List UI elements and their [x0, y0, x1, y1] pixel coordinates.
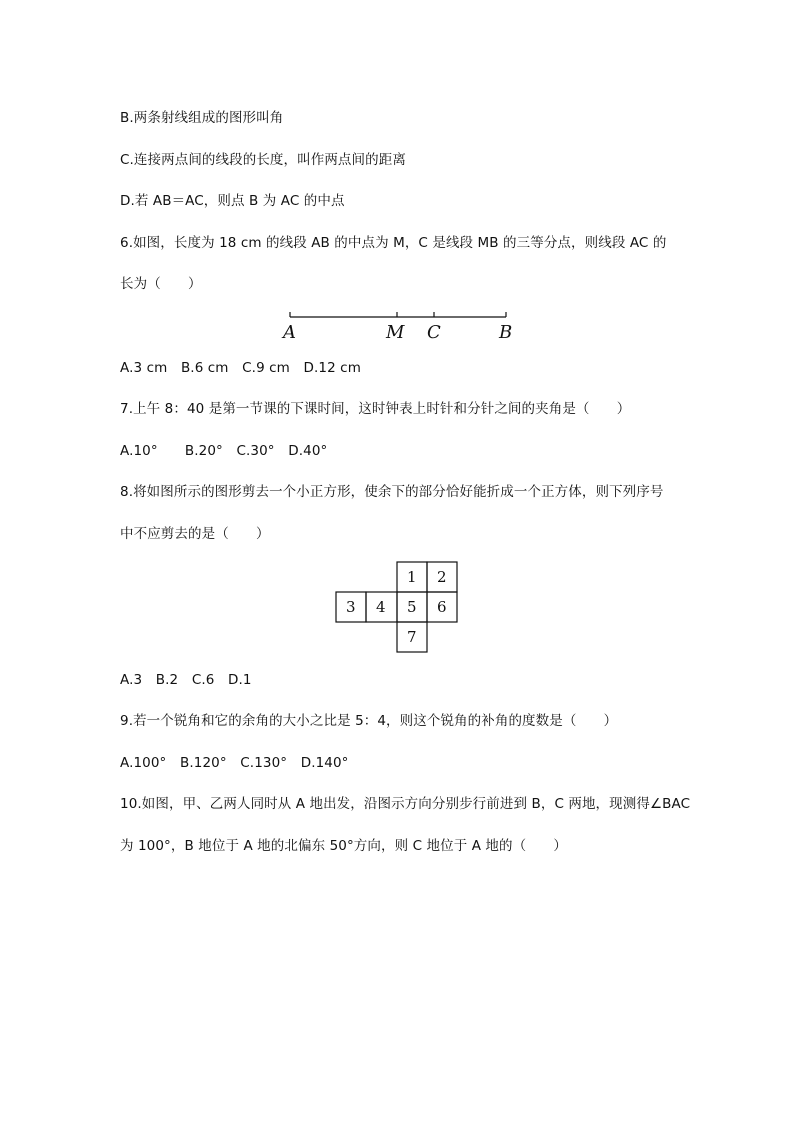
question-8-options: A.3 B.2 C.6 D.1 — [120, 672, 252, 688]
question-8-text-line1: 8.将如图所示的图形剪去一个小正方形，使余下的部分恰好能折成一个正方体，则下列序号 — [120, 484, 664, 500]
cell-7-label: 7 — [407, 628, 417, 646]
label-m: M — [386, 322, 405, 343]
cell-3-label: 3 — [346, 598, 356, 616]
cell-6-label: 6 — [437, 598, 447, 616]
cube-net-figure — [330, 557, 465, 657]
question-6-options: A.3 cm B.6 cm C.9 cm D.12 cm — [120, 360, 361, 376]
question-10-text-line1: 10.如图，甲、乙两人同时从 A 地出发，沿图示方向分别步行前进到 B，C 两地，现测得∠BAC — [120, 796, 691, 812]
question-6-text-line1: 6.如图，长度为 18 cm 的线段 AB 的中点为 M，C 是线段 MB 的三等分点，则线段 AC 的 — [120, 235, 667, 251]
question-7-options: A.10° B.20° C.30° D.40° — [120, 443, 328, 459]
label-c: C — [427, 322, 441, 343]
label-b: B — [499, 322, 513, 343]
question-10-text-line2: 为 100°，B 地位于 A 地的北偏东 50°方向，则 C 地位于 A 地的（ ） — [120, 838, 568, 854]
question-8-text-line2: 中不应剪去的是（ ） — [120, 526, 270, 542]
option-b-line: B.两条射线组成的图形叫角 — [120, 110, 284, 126]
question-9-options: A.100° B.120° C.130° D.140° — [120, 755, 349, 771]
option-d-line: D.若 AB＝AC，则点 B 为 AC 的中点 — [120, 193, 345, 209]
question-6-text-line2: 长为（ ） — [120, 276, 202, 292]
question-7-text: 7.上午 8：40 是第一节课的下课时间，这时钟表上时针和分针之间的夹角是（ ） — [120, 401, 631, 417]
label-a: A — [283, 322, 296, 343]
question-9-text: 9.若一个锐角和它的余角的大小之比是 5：4，则这个锐角的补角的度数是（ ） — [120, 713, 618, 729]
cell-4-label: 4 — [376, 598, 386, 616]
segment-figure — [270, 300, 530, 345]
cell-5-label: 5 — [407, 598, 417, 616]
option-c-line: C.连接两点间的线段的长度，叫作两点间的距离 — [120, 152, 406, 168]
cell-2-label: 2 — [437, 568, 447, 586]
cell-1-label: 1 — [407, 568, 417, 586]
